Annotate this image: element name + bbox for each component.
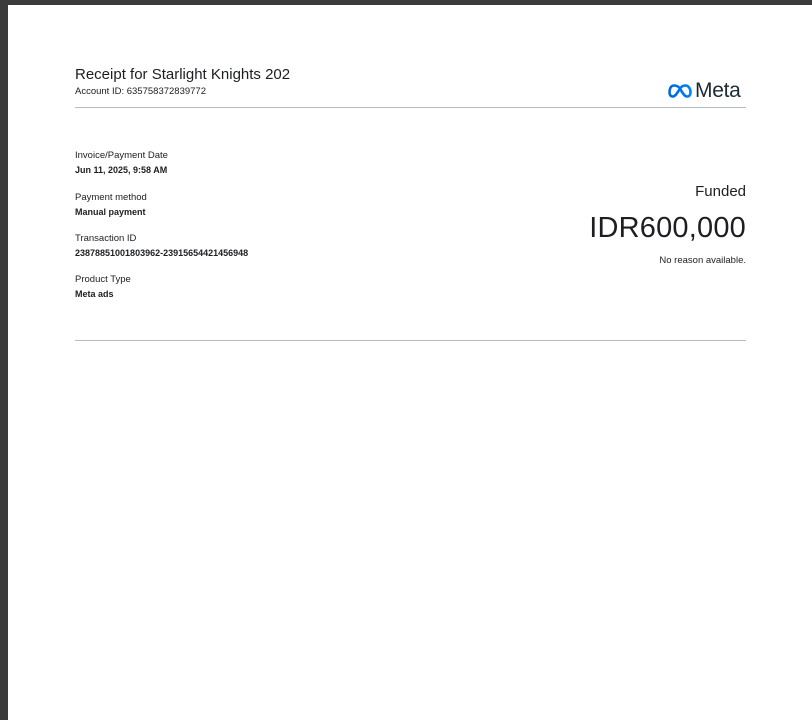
field-value: 23878851001803962-23915654421456948 xyxy=(75,248,249,258)
receipt-content xyxy=(8,5,812,720)
meta-infinity-logo-icon xyxy=(668,83,692,99)
field-product-type xyxy=(75,274,131,300)
receipt-title: Receipt for Starlight Knights 202 xyxy=(75,66,291,83)
meta-logo xyxy=(668,79,741,103)
field-value: Meta ads xyxy=(75,289,114,299)
field-label: Transaction ID xyxy=(75,233,137,244)
field-value: Jun 11, 2025, 9:58 AM xyxy=(75,165,168,175)
field-payment-date xyxy=(75,150,168,176)
top-divider xyxy=(75,107,746,108)
receipt-page xyxy=(8,5,812,720)
field-label: Invoice/Payment Date xyxy=(75,150,168,161)
field-transaction-id xyxy=(75,233,248,259)
field-label: Product Type xyxy=(75,274,131,285)
account-id: Account ID: 635758372839772 xyxy=(75,86,206,97)
status-reason: No reason available. xyxy=(659,255,746,266)
field-payment-method xyxy=(75,192,147,218)
meta-logo-text: Meta xyxy=(695,79,741,102)
payment-status: Funded xyxy=(695,183,746,200)
bottom-divider xyxy=(75,340,746,341)
field-label: Payment method xyxy=(75,192,147,203)
field-value: Manual payment xyxy=(75,207,146,217)
payment-amount: IDR600,000 xyxy=(589,212,746,244)
